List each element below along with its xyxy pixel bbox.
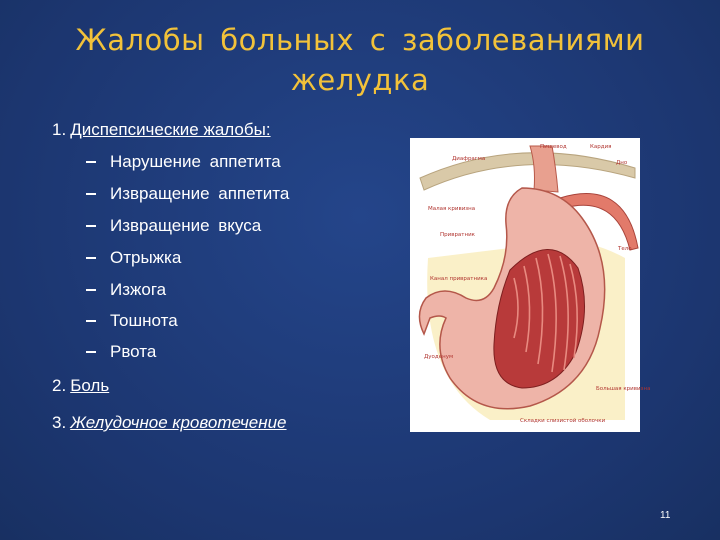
dash-bullet (86, 161, 96, 163)
dash-bullet (86, 289, 96, 291)
fig-label: Привратник (440, 232, 476, 238)
symptom-item: Рвота (86, 342, 156, 362)
stomach-drawing (410, 138, 651, 432)
symptom-item: Извращение вкуса (86, 216, 261, 236)
fig-label: Складки слизистой оболочки (520, 418, 606, 424)
section-3-text: Желудочное кровотечение (70, 413, 287, 432)
stomach-anatomy-illustration (410, 138, 651, 432)
slide-title (40, 20, 680, 100)
dash-bullet (86, 193, 96, 195)
symptom-item: Извращение аппетита (86, 184, 289, 204)
section-2-number: 2. (52, 376, 67, 395)
symptom-item: Изжога (86, 280, 166, 300)
section-1-number: 1. (52, 120, 67, 139)
section-2-text: Боль (70, 376, 110, 395)
section-3-number: 3. (52, 413, 67, 432)
title-line-1: Жалобы больных с заболеваниями (75, 23, 645, 57)
dash-bullet (86, 351, 96, 353)
symptom-item: Отрыжка (86, 248, 181, 268)
fig-label: Кардия (590, 144, 612, 150)
section-3-heading (52, 413, 287, 433)
section-1-text: Диспепсические жалобы: (70, 120, 271, 139)
fig-label: Дно (616, 160, 628, 166)
fig-label: Большая кривизна (596, 386, 651, 392)
section-2-heading (52, 376, 109, 396)
dash-bullet (86, 257, 96, 259)
fig-label: Канал привратника (430, 276, 488, 282)
section-1-heading (52, 120, 271, 140)
symptom-item: Тошнота (86, 311, 178, 331)
title-line-2: желудка (290, 63, 430, 97)
symptom-item: Нарушение аппетита (86, 152, 281, 172)
fig-label: Диафрагма (452, 156, 486, 162)
fig-label: Малая кривизна (428, 206, 476, 212)
fig-label: Пищевод (540, 144, 567, 150)
fig-label: Тело (618, 246, 632, 252)
dash-bullet (86, 225, 96, 227)
fig-label: Дуоденум (424, 354, 454, 360)
dash-bullet (86, 320, 96, 322)
page-number: 11 (660, 510, 671, 521)
